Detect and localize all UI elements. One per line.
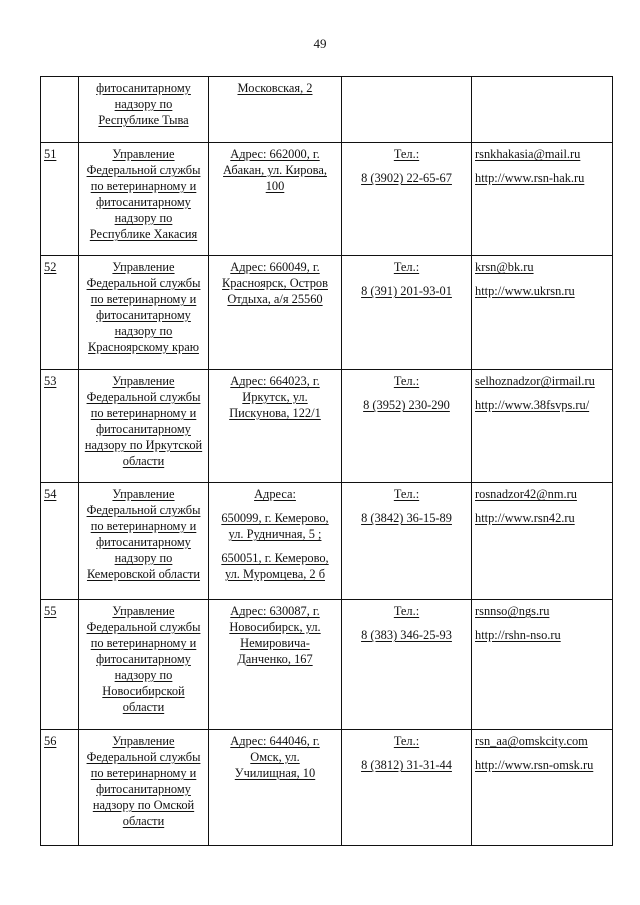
agency-name: Управление Федеральной службы по ветеринарному и фитосанитарному надзору по Иркутской области — [79, 370, 209, 483]
agency-name: Управление Федеральной службы по ветеринарному и фитосанитарному надзору по Омской области — [79, 730, 209, 846]
agency-name: фитосанитарному надзору по Республике Тыва — [79, 77, 209, 143]
email-link[interactable]: selhoznadzor@irmail.ru — [475, 374, 595, 388]
agency-address: Адрес: 660049, г. Красноярск, Остров Отдыха, а/я 25560 — [209, 256, 342, 370]
agency-address: Адрес: 630087, г. Новосибирск, ул. Немировича- Данченко, 167 — [209, 600, 342, 730]
registry-table — [40, 76, 613, 846]
phone-number: 8 (383) 346-25-93 — [361, 628, 452, 642]
table-row — [41, 143, 613, 256]
website-link[interactable]: http://rshn-nso.ru — [475, 628, 561, 642]
table-row — [41, 256, 613, 370]
row-number: 55 — [41, 600, 79, 730]
phone-label: Тел.: — [393, 260, 420, 274]
agency-contacts — [472, 483, 613, 600]
table-row — [41, 483, 613, 600]
website-link[interactable]: http://www.rsn42.ru — [475, 511, 575, 525]
agency-address: Московская, 2 — [209, 77, 342, 143]
agency-contacts — [472, 77, 613, 143]
agency-contacts — [472, 600, 613, 730]
agency-phone — [342, 600, 472, 730]
agency-address: Адреса: 650099, г. Кемерово, ул. Рудничная, 5 ; 650051, г. Кемерово, ул. Муромцева, 2 б — [209, 483, 342, 600]
table-row — [41, 730, 613, 846]
agency-address: Адрес: 662000, г. Абакан, ул. Кирова, 100 — [209, 143, 342, 256]
website-link[interactable]: http://www.rsn-omsk.ru — [475, 758, 594, 772]
email-link[interactable]: krsn@bk.ru — [475, 260, 534, 274]
row-number: 51 — [41, 143, 79, 256]
phone-number: 8 (3952) 230-290 — [363, 398, 450, 412]
agency-phone — [342, 370, 472, 483]
table-row — [41, 600, 613, 730]
phone-number: 8 (3902) 22-65-67 — [361, 171, 452, 185]
phone-label: Тел.: — [393, 147, 420, 161]
agency-address: Адрес: 664023, г. Иркутск, ул. Пискунова, 122/1 — [209, 370, 342, 483]
agency-name: Управление Федеральной службы по ветеринарному и фитосанитарному надзору по Новосибирской области — [79, 600, 209, 730]
agency-contacts — [472, 370, 613, 483]
website-link[interactable]: http://www.38fsvps.ru/ — [475, 398, 590, 412]
row-number — [41, 77, 79, 143]
agency-name: Управление Федеральной службы по ветеринарному и фитосанитарному надзору по Красноярскому краю — [79, 256, 209, 370]
phone-label: Тел.: — [393, 487, 420, 501]
website-link[interactable]: http://www.ukrsn.ru — [475, 284, 575, 298]
agency-contacts — [472, 730, 613, 846]
phone-number: 8 (3842) 36-15-89 — [361, 511, 452, 525]
row-number: 53 — [41, 370, 79, 483]
agency-name: Управление Федеральной службы по ветеринарному и фитосанитарному надзору по Республике Хакасия — [79, 143, 209, 256]
page-number: 49 — [313, 36, 327, 51]
agency-phone — [342, 143, 472, 256]
agency-name: Управление Федеральной службы по ветеринарному и фитосанитарному надзору по Кемеровской области — [79, 483, 209, 600]
email-link[interactable]: rsnkhakasia@mail.ru — [475, 147, 581, 161]
table-row — [41, 77, 613, 143]
row-number: 54 — [41, 483, 79, 600]
row-number: 56 — [41, 730, 79, 846]
email-link[interactable]: rsn_aa@omskcity.com — [475, 734, 588, 748]
table-row — [41, 370, 613, 483]
website-link[interactable]: http://www.rsn-hak.ru — [475, 171, 585, 185]
address-label: Адреса: — [254, 487, 296, 501]
phone-number: 8 (3812) 31-31-44 — [361, 758, 452, 772]
agency-phone — [342, 256, 472, 370]
agency-phone — [342, 730, 472, 846]
email-link[interactable]: rsnnso@ngs.ru — [475, 604, 550, 618]
phone-label: Тел.: — [393, 374, 420, 388]
phone-label: Тел.: — [393, 734, 420, 748]
phone-number: 8 (391) 201-93-01 — [361, 284, 452, 298]
agency-address: Адрес: 644046, г. Омск, ул. Училищная, 10 — [209, 730, 342, 846]
agency-contacts — [472, 256, 613, 370]
agency-contacts — [472, 143, 613, 256]
agency-phone — [342, 77, 472, 143]
row-number: 52 — [41, 256, 79, 370]
email-link[interactable]: rosnadzor42@nm.ru — [475, 487, 577, 501]
phone-label: Тел.: — [393, 604, 420, 618]
agency-phone — [342, 483, 472, 600]
